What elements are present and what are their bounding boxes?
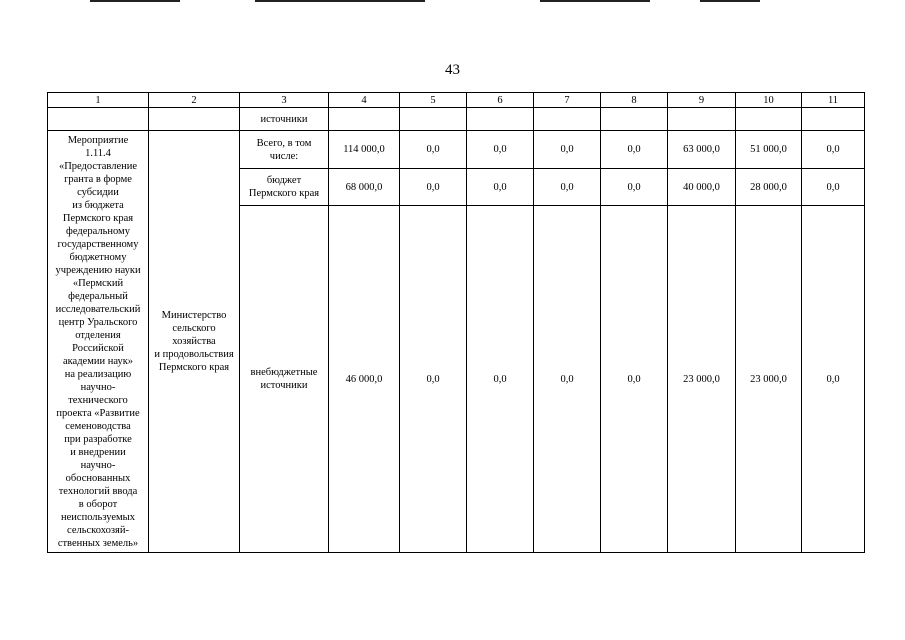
value-cell: 40 000,0	[668, 169, 736, 206]
activity-name-text: Мероприятие 1.11.4 «Предоставление гранта в форме субсидии из бюджета Пермского края федеральному государственному бюджетному учреждению науки «Пермский федеральный исследовательский центр Уральского отделения Российской академии наук» на реализацию научно- технического проекта «Развитие семеноводства при разработке и внедрении научно- обоснованных технологий ввода в оборот неиспользуемых сельскохозяй- ственных земель»	[55, 134, 141, 549]
empty-cell	[400, 108, 467, 131]
column-number: 1	[48, 93, 149, 108]
table-row	[48, 131, 865, 169]
value-cell: 0,0	[802, 206, 865, 553]
activity-name	[48, 131, 149, 553]
empty-cell	[149, 108, 240, 131]
source-cell	[240, 131, 329, 169]
scan-edge-line	[255, 0, 425, 2]
empty-cell	[601, 108, 668, 131]
scan-edge-line	[90, 0, 180, 2]
empty-cell	[467, 108, 534, 131]
column-number: 10	[736, 93, 802, 108]
value-cell: 0,0	[534, 131, 601, 169]
scan-edge-line	[700, 0, 760, 2]
value-cell: 0,0	[534, 206, 601, 553]
source-text: бюджет Пермского края	[248, 175, 320, 199]
value-cell: 0,0	[601, 206, 668, 553]
value-cell: 68 000,0	[329, 169, 400, 206]
source-cell	[240, 206, 329, 553]
empty-cell	[534, 108, 601, 131]
value-cell: 0,0	[534, 169, 601, 206]
value-cell: 0,0	[467, 206, 534, 553]
value-cell: 46 000,0	[329, 206, 400, 553]
source-cell: источники	[240, 108, 329, 131]
value-cell: 0,0	[467, 169, 534, 206]
column-number: 8	[601, 93, 668, 108]
empty-cell	[329, 108, 400, 131]
value-cell: 0,0	[400, 131, 467, 169]
value-cell: 0,0	[467, 131, 534, 169]
value-cell: 23 000,0	[736, 206, 802, 553]
value-cell: 28 000,0	[736, 169, 802, 206]
empty-cell	[736, 108, 802, 131]
empty-cell	[48, 108, 149, 131]
column-number: 7	[534, 93, 601, 108]
source-text: внебюджетные источники	[250, 367, 318, 391]
column-numbers-row	[48, 93, 865, 108]
value-cell: 0,0	[601, 131, 668, 169]
value-cell: 0,0	[400, 206, 467, 553]
executor-text: Министерство сельского хозяйства и продовольствия Пермского края	[154, 310, 234, 373]
value-cell: 0,0	[400, 169, 467, 206]
page-number: 43	[445, 62, 460, 78]
value-cell: 0,0	[601, 169, 668, 206]
scan-edge-line	[540, 0, 650, 2]
continuation-row	[48, 108, 865, 131]
column-number: 11	[802, 93, 865, 108]
column-number: 2	[149, 93, 240, 108]
budget-table	[47, 92, 865, 553]
column-number: 9	[668, 93, 736, 108]
column-number: 6	[467, 93, 534, 108]
value-cell: 51 000,0	[736, 131, 802, 169]
value-cell: 23 000,0	[668, 206, 736, 553]
column-number: 5	[400, 93, 467, 108]
value-cell: 0,0	[802, 169, 865, 206]
value-cell: 114 000,0	[329, 131, 400, 169]
empty-cell	[668, 108, 736, 131]
source-cell	[240, 169, 329, 206]
column-number: 3	[240, 93, 329, 108]
executor-cell	[149, 131, 240, 553]
value-cell: 0,0	[802, 131, 865, 169]
column-number: 4	[329, 93, 400, 108]
value-cell: 63 000,0	[668, 131, 736, 169]
source-text: Всего, в том числе:	[256, 137, 312, 162]
empty-cell	[802, 108, 865, 131]
